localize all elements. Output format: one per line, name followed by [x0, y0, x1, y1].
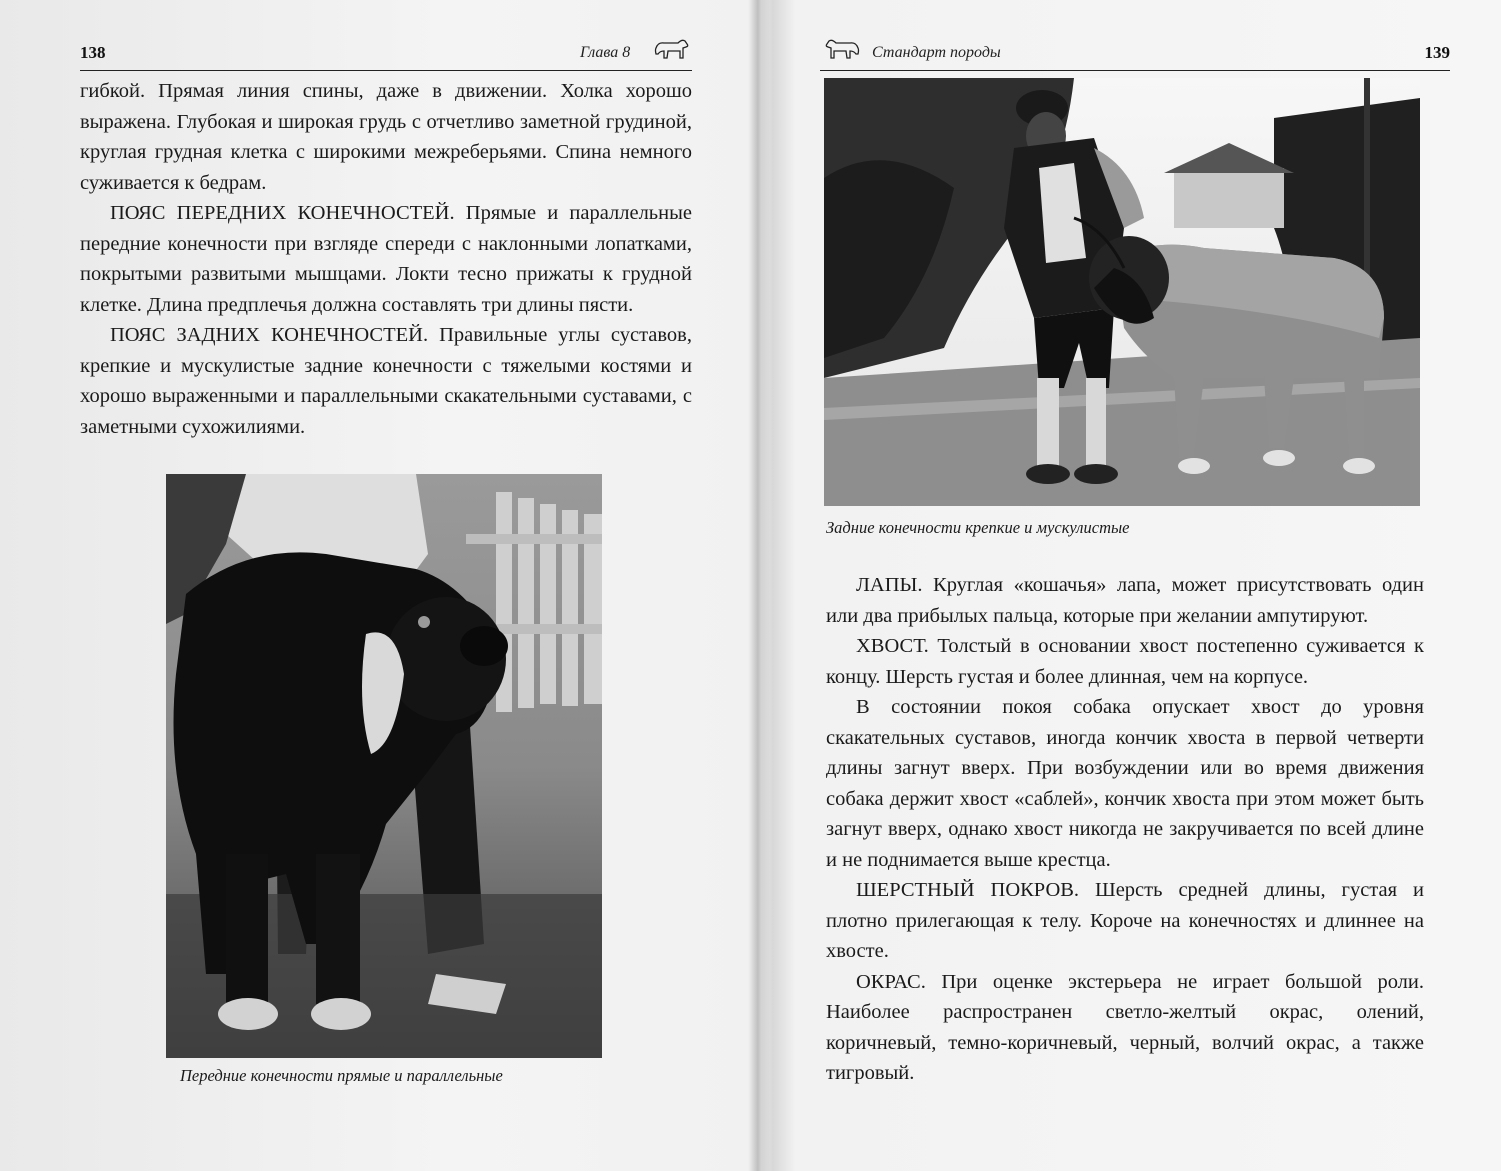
right-page-header — [820, 40, 1450, 71]
paragraph: гибкой. Прямая линия спины, даже в движении. Холка хорошо выражена. Глубокая и широкая грудь с отчетливо заметной грудиной, круглая грудная клетка с широкими межреберьями. Спина немного суживается к бедрам. — [80, 80, 692, 194]
left-photo-caption: Передние конечности прямые и параллельные — [180, 1066, 503, 1085]
left-page — [0, 0, 748, 1171]
left-body-text — [80, 76, 692, 442]
left-page-header — [80, 40, 692, 71]
paragraph: ЛАПЫ. Круглая «кошачья» лапа, может присутствовать один или два прибылых пальца, которые при желании ампутируют. — [826, 574, 1424, 627]
right-photo-caption: Задние конечности крепкие и мускулистые — [826, 518, 1130, 537]
right-running-head: Стандарт породы — [872, 44, 1001, 61]
dog-silhouette-icon — [652, 34, 692, 64]
paragraph: ПОЯС ПЕРЕДНИХ КОНЕЧНОСТЕЙ. Прямые и параллельные передние конечности при взгляде спереди с наклонными лопатками, покрытыми развитыми мышцами. Локти тесно прижаты к грудной клетке. Длина предплечья должна составлять три длины пясти. — [80, 202, 692, 316]
photo-dog-side — [824, 78, 1420, 506]
book-gutter — [748, 0, 770, 1171]
paragraph: ШЕРСТНЫЙ ПОКРОВ. Шерсть средней длины, густая и плотно прилегающая к телу. Короче на конечностях и длиннее на хвосте. — [826, 879, 1424, 962]
photo-dog-front — [166, 474, 602, 1058]
paragraph: ОКРАС. При оценке экстерьера не играет большой роли. Наиболее распространен светло-желтый окрас, олений, коричневый, темно-коричневый, черный, волчий окрас, а также тигровый. — [826, 970, 1424, 1084]
left-running-head: Глава 8 — [580, 44, 631, 61]
right-page-number: 139 — [1424, 43, 1450, 62]
right-page — [770, 0, 1501, 1171]
left-page-number: 138 — [80, 43, 106, 62]
paragraph: ХВОСТ. Толстый в основании хвост постепенно суживается к концу. Шерсть густая и более длинная, чем на корпусе. — [826, 635, 1424, 688]
right-body-text — [826, 570, 1424, 1089]
paragraph: В состоянии покоя собака опускает хвост до уровня скакательных суставов, иногда кончик хвоста в первой четверти длины загнут вверх. При возбуждении или во время движения собака держит хвост «саблей», кончик хвоста при этом может быть загнут вверх, однако хвост никогда не закручивается по всей длине и не поднимается выше крестца. — [826, 696, 1424, 871]
dog-silhouette-icon — [822, 34, 862, 64]
paragraph: ПОЯС ЗАДНИХ КОНЕЧНОСТЕЙ. Правильные углы суставов, крепкие и мускулистые задние конечности с тяжелыми костями и хорошо выраженными и параллельными скакательными суставами, с заметными сухожилиями. — [80, 324, 692, 438]
